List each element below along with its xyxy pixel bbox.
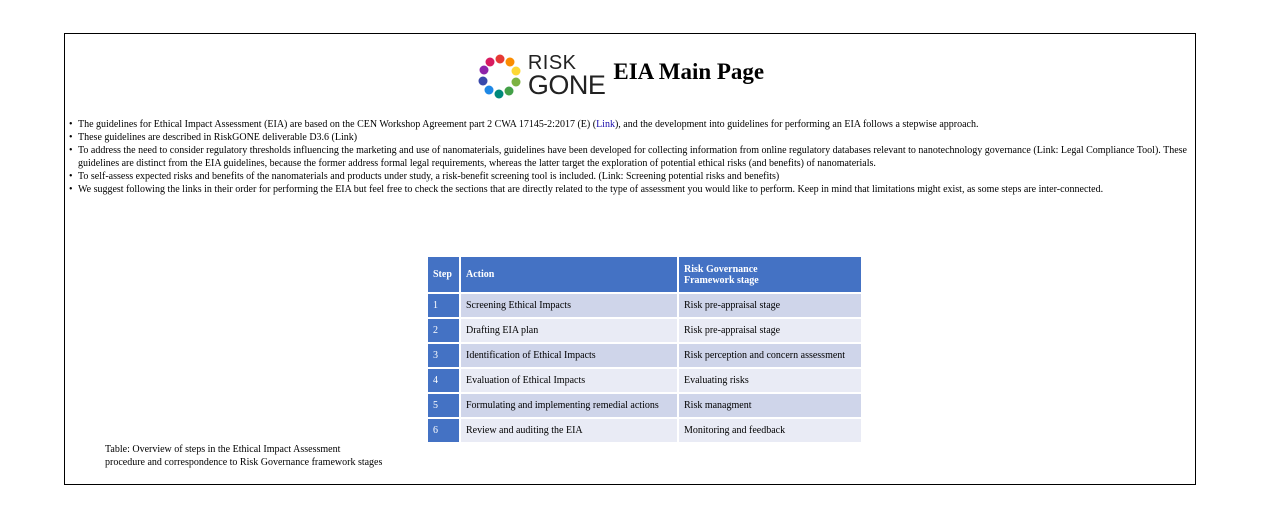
step-action: Formulating and implementing remedial actions — [461, 394, 677, 417]
header-step: Step — [428, 257, 459, 292]
table-row — [428, 294, 861, 317]
riskgone-logo — [476, 52, 606, 100]
bullet-1-text-after: ), and the development into guidelines for performing an EIA follows a stepwise approach. — [614, 119, 979, 130]
page-frame — [64, 33, 1196, 485]
step-action: Review and auditing the EIA — [461, 419, 677, 442]
table-row — [428, 369, 861, 392]
step-stage: Evaluating risks — [679, 369, 861, 392]
step-number: 4 — [428, 369, 459, 392]
step-stage: Risk perception and concern assessment — [679, 344, 861, 367]
table-row — [428, 419, 861, 442]
step-number: 1 — [428, 294, 459, 317]
eia-steps-table — [426, 255, 863, 444]
logo-text-gone: GONE — [527, 70, 606, 100]
step-action: Drafting EIA plan — [461, 319, 677, 342]
intro-bullets — [78, 118, 1188, 196]
page-header — [65, 52, 1195, 100]
step-action: Evaluation of Ethical Impacts — [461, 369, 677, 392]
table-row — [428, 394, 861, 417]
step-stage: Risk pre-appraisal stage — [679, 319, 861, 342]
logo-text-risk: RISK — [527, 52, 577, 74]
step-action: Screening Ethical Impacts — [461, 294, 677, 317]
riskgone-logo-icon — [476, 52, 524, 100]
step-number: 6 — [428, 419, 459, 442]
step-stage: Risk pre-appraisal stage — [679, 294, 861, 317]
header-stage-line1: Risk Governance — [684, 263, 758, 275]
table-caption — [105, 443, 405, 469]
caption-line2: procedure and correspondence to Risk Governance framework stages — [105, 457, 383, 468]
header-action: Action — [461, 257, 677, 292]
step-stage: Risk managment — [679, 394, 861, 417]
step-action: Identification of Ethical Impacts — [461, 344, 677, 367]
table-row — [428, 319, 861, 342]
header-stage — [679, 257, 861, 292]
bullet-regulatory: • To address the need to consider regulatory thresholds influencing the marketing and use of nanomaterials, guidelines have been developed for collecting information from online regulatory databases relevant to nanotechnology governance (Link: Legal Compliance Tool). These guidelines are distinct from the EIA guidelines, because the former address formal legal requirements, whereas the latter target the exploration of potential ethical risks (and benefits) of nanomaterials. — [78, 144, 1188, 170]
caption-line1: Table: Overview of steps in the Ethical Impact Assessment — [105, 444, 341, 455]
table-row — [428, 344, 861, 367]
bullet-self-assess: • To self-assess expected risks and benefits of the nanomaterials and products under study, a risk-benefit screening tool is included. (Link: Screening potential risks and benefits) — [78, 170, 1188, 183]
bullet-1-text-before: The guidelines for Ethical Impact Assessment (EIA) are based on the CEN Workshop Agreement part 2 CWA 17145-2:2017 (E) ( — [78, 119, 597, 130]
header-stage-line2: Framework stage — [684, 274, 759, 286]
table-header-row — [428, 257, 861, 292]
step-number: 2 — [428, 319, 459, 342]
step-stage: Monitoring and feedback — [679, 419, 861, 442]
cwa-link[interactable]: Link — [596, 119, 615, 130]
bullet-deliverable: • These guidelines are described in RiskGONE deliverable D3.6 (Link) — [78, 131, 1188, 144]
page-title: EIA Main Page — [613, 59, 765, 84]
step-number: 3 — [428, 344, 459, 367]
step-number: 5 — [428, 394, 459, 417]
bullet-guidelines-basis — [78, 118, 1188, 131]
bullet-suggestion: • We suggest following the links in their order for performing the EIA but feel free to check the sections that are directly related to the type of assessment you would like to perform. Keep in mind that limitations might exist, as some steps are inter-connected. — [78, 183, 1188, 196]
